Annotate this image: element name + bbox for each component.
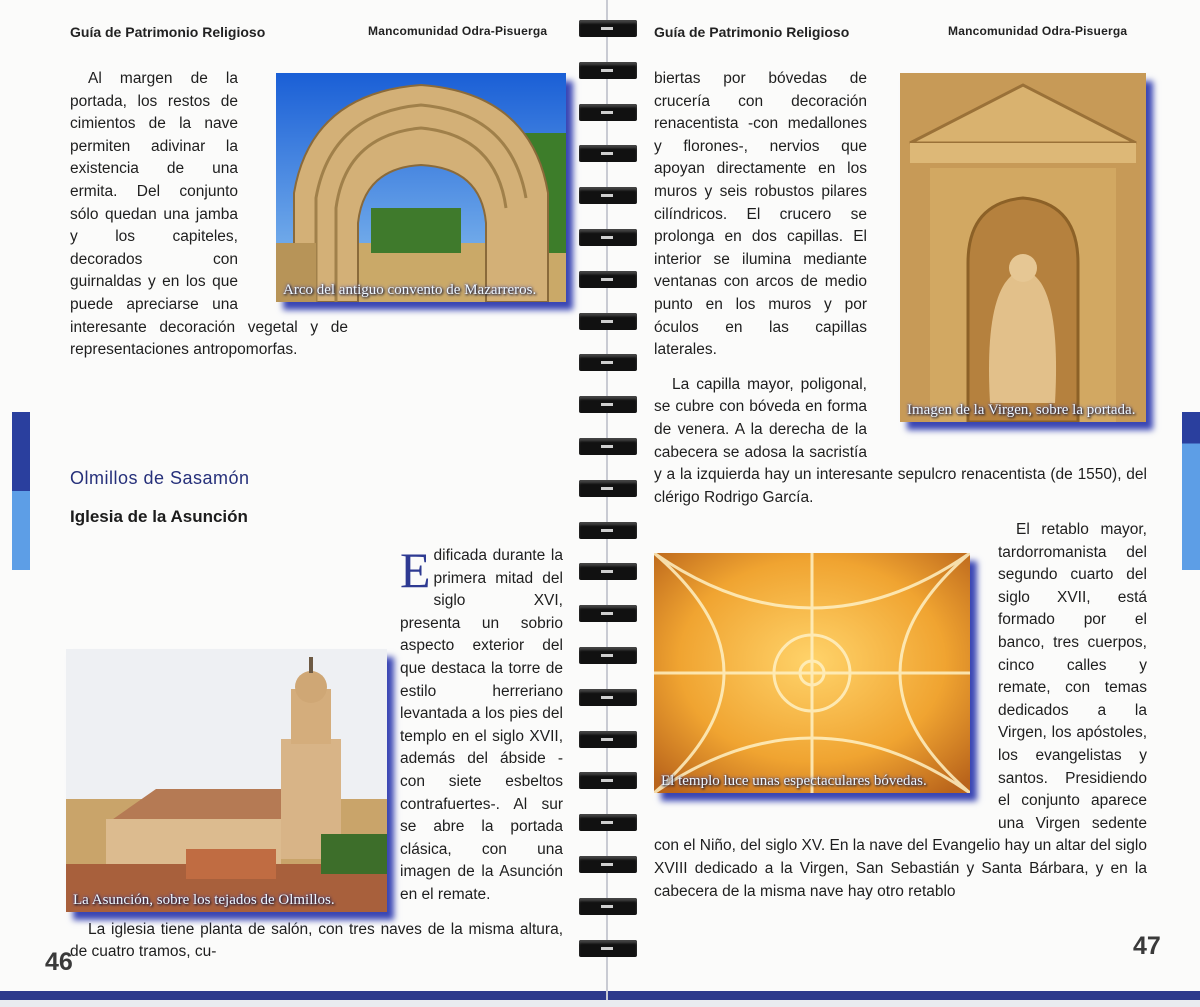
binding-ring [579, 271, 637, 288]
header-org-right: Mancomunidad Odra-Pisuerga [948, 24, 1128, 38]
spiral-binding [573, 20, 643, 980]
right-page [600, 0, 1200, 1000]
page-number-left: 46 [45, 948, 73, 976]
header-org: Mancomunidad Odra-Pisuerga [368, 24, 548, 38]
binding-ring [579, 62, 637, 79]
arch-caption: Arco del antiguo convento de Mazarreros. [283, 282, 537, 298]
left-bottom-edge [0, 991, 600, 1000]
left-edge-tab [12, 412, 30, 570]
asuncion-paragraph-2: La iglesia tiene planta de salón, con tres naves de la misma altura, de cuatro tramos, cu- [70, 920, 563, 961]
asuncion-paragraph-1: dificada durante la primera mitad del siglo XVI, presenta un sobrio aspecto exterior del que destaca la torre de estilo herreriano levantada a los pies del templo en el siglo XVII, además del ábside -con siete esbeltos contrafuertes-. Al sur se abre la portada clásica, con una imagen de la Asunción en el remate. [400, 547, 563, 903]
binding-ring [579, 522, 637, 539]
binding-ring [579, 856, 637, 873]
header-title-right: Guía de Patrimonio Religioso [654, 24, 850, 40]
left-page [0, 0, 600, 1000]
right-paragraph-1: biertas por bóvedas de crucería con decoración renacentista -con medallones y florones-, nervios que apoyan directamente en los muros y seis robustos pilares cilíndricos. El crucero se prolonga en dos capillas. El interior se ilumina mediante ventanas con arcos de medio punto en los muros y por óculos en las capillas laterales. [654, 70, 867, 359]
binding-ring [579, 438, 637, 455]
binding-ring [579, 20, 637, 37]
vault-caption: El templo luce unas espectaculares bóvedas. [661, 773, 927, 789]
binding-ring [579, 354, 637, 371]
virgin-caption: Imagen de la Virgen, sobre la portada. [907, 402, 1136, 418]
binding-ring [579, 772, 637, 789]
arch-illustration [276, 73, 566, 302]
binding-ring [579, 940, 637, 957]
binding-ring [579, 814, 637, 831]
binding-ring [579, 647, 637, 664]
binding-ring [579, 313, 637, 330]
section-church: Iglesia de la Asunción [70, 507, 248, 526]
virgin-photo [900, 73, 1146, 422]
village-caption: La Asunción, sobre los tejados de Olmillos. [73, 892, 335, 908]
binding-ring [579, 563, 637, 580]
header-title: Guía de Patrimonio Religioso [70, 24, 266, 40]
binding-ring [579, 731, 637, 748]
intro-paragraph: Al margen de la portada, los restos de cimientos de la nave permiten adivinar la existencia de una ermita. Del conjunto sólo quedan una jamba y los capiteles, decorados con guirnaldas y en los que puede apreciarse una interesante decoración vegetal y de representaciones antropomorfas. [70, 70, 348, 359]
section-town: Olmillos de Sasamón [70, 468, 250, 488]
virgin-illustration [900, 73, 1146, 422]
vault-illustration [654, 553, 970, 793]
binding-ring [579, 145, 637, 162]
binding-ring [579, 104, 637, 121]
binding-ring [579, 605, 637, 622]
village-illustration [66, 649, 387, 912]
arch-photo [276, 73, 566, 302]
binding-ring [579, 898, 637, 915]
page-number-right: 47 [1133, 932, 1161, 960]
dropcap: E [400, 542, 431, 598]
binding-ring [579, 396, 637, 413]
village-photo [66, 649, 387, 912]
right-paragraph-3: El retablo mayor, tardorromanista del segundo cuarto del siglo XVII, está formado por el banco, tres cuerpos, cinco calles y remate, con temas dedicados a la Virgen, los apóstoles, los evangelistas y santos. Presidiendo el conjunto aparece una Virgen sedente con el Niño, del siglo XV. En la nave del Evangelio hay un altar del siglo XVIII dedicado a la Virgen, San Sebastián y Santa Bárbara, y en la cabecera de la misma nave hay otro retablo [654, 521, 1147, 900]
binding-ring [579, 187, 637, 204]
right-paragraph-2: La capilla mayor, poligonal, se cubre con bóveda en forma de venera. A la derecha de la cabecera se adosa la sacristía y a la izquierda hay un interesante sepulcro renacentista (de 1550), del clérigo Rodrigo García. [654, 375, 1147, 506]
binding-ring [579, 229, 637, 246]
right-edge-tab [1182, 412, 1200, 570]
vault-photo [654, 553, 970, 793]
binding-ring [579, 689, 637, 706]
right-bottom-edge [600, 991, 1200, 1000]
binding-ring [579, 480, 637, 497]
